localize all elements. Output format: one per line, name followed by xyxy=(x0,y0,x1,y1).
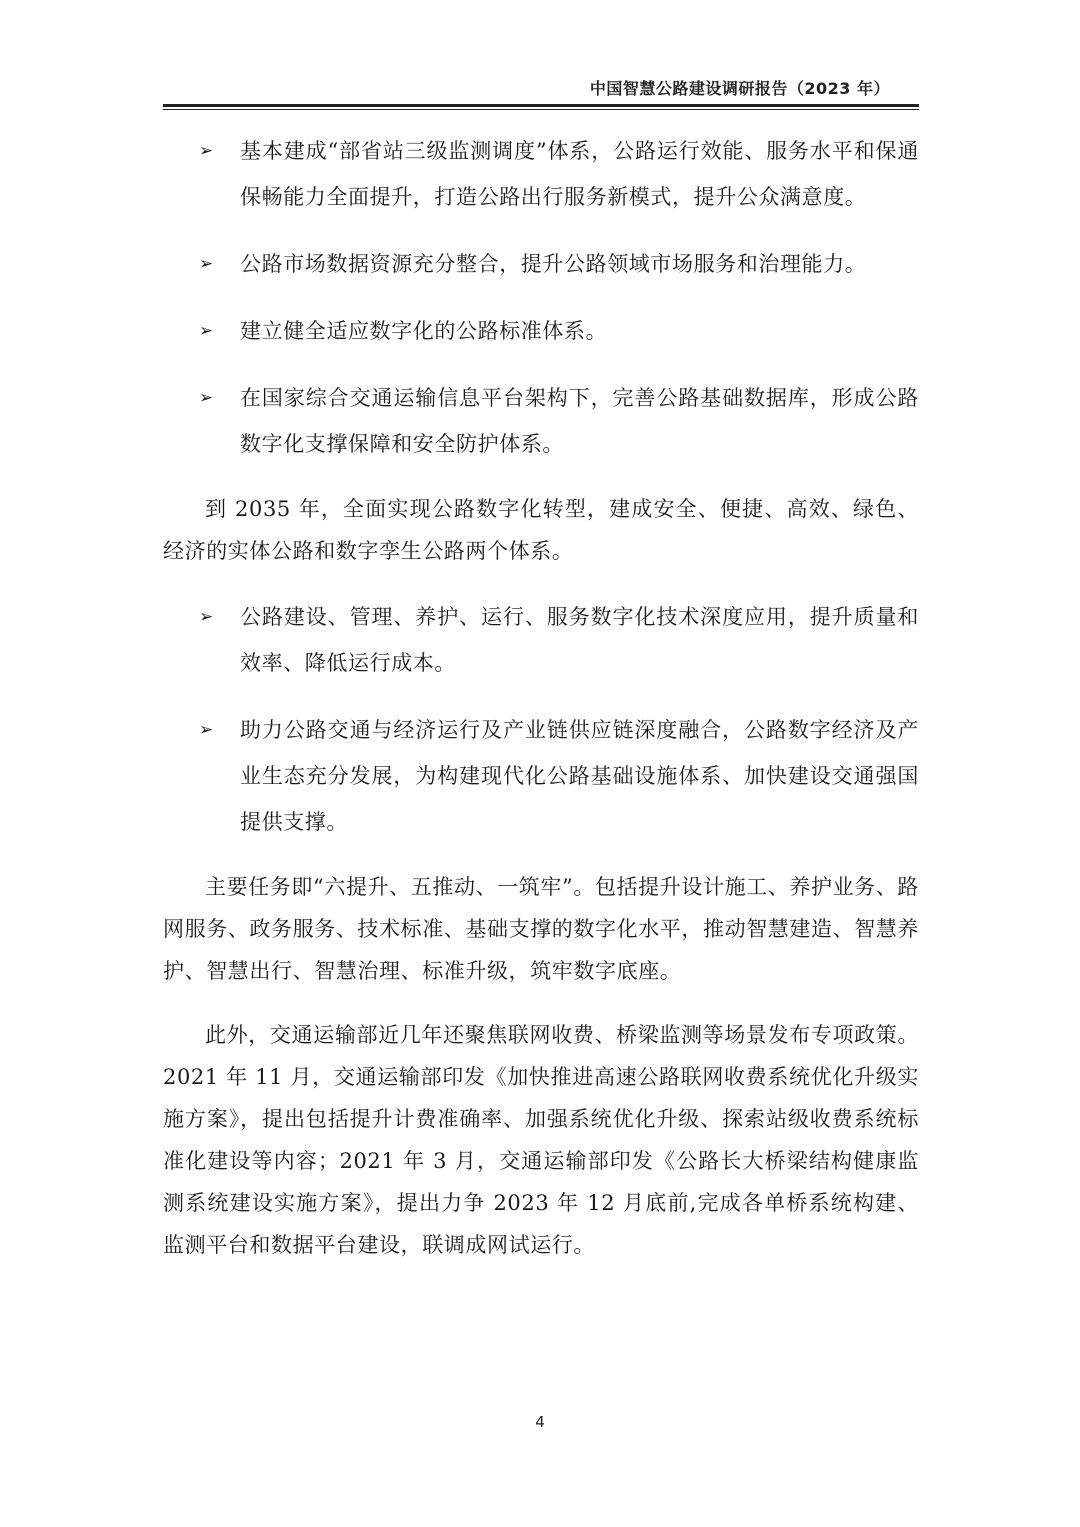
page-number: 4 xyxy=(535,1413,545,1431)
header-rule xyxy=(163,104,919,107)
bullet-item xyxy=(163,241,919,287)
bullet-text: 公路市场数据资源充分整合，提升公路领域市场服务和治理能力。 xyxy=(240,252,867,276)
arrowhead-bullet-icon: ➢ xyxy=(199,254,214,274)
arrowhead-bullet-icon: ➢ xyxy=(199,321,214,341)
arrowhead-bullet-icon: ➢ xyxy=(199,720,214,740)
bullet-text: 基本建成“部省站三级监测调度”体系，公路运行效能、服务水平和保通保畅能力全面提升，打造公路出行服务新模式，提升公众满意度。 xyxy=(240,139,919,209)
arrowhead-bullet-icon: ➢ xyxy=(199,607,214,627)
paragraph-special-policies: 此外，交通运输部近几年还聚焦联网收费、桥梁监测等场景发布专项政策。2021 年 11 月，交通运输部印发《加快推进高速公路联网收费系统优化升级实施方案》，提出包括提升计费准确率、加强系统优化升级、探索站级收费系统标准化建设等内容；2021 年 3 月，交通运输部印发《公路长大桥梁结构健康监测系统建设实施方案》，提出力争 2023 年 12 月底前,完成各单桥系统构建、监测平台和数据平台建设，联调成网试运行。 xyxy=(163,1023,919,1257)
paragraph-main-tasks: 主要任务即“六提升、五推动、一筑牢”。包括提升设计施工、养护业务、路网服务、政务服务、技术标准、基础支撑的数字化水平，推动智慧建造、智慧养护、智慧出行、智慧治理、标准升级，筑牢数字底座。 xyxy=(163,875,919,983)
paragraph-2035-goal: 到 2035 年，全面实现公路数字化转型，建成安全、便捷、高效、绿色、经济的实体公路和数字孪生公路两个体系。 xyxy=(163,497,919,563)
arrowhead-bullet-icon: ➢ xyxy=(199,388,214,408)
bullet-item xyxy=(163,375,919,467)
bullet-item xyxy=(163,308,919,354)
bullet-item xyxy=(163,707,919,845)
arrowhead-bullet-icon: ➢ xyxy=(199,141,214,161)
bullet-text: 助力公路交通与经济运行及产业链供应链深度融合，公路数字经济及产业生态充分发展，为构建现代化公路基础设施体系、加快建设交通强国提供支撑。 xyxy=(240,718,919,834)
bullet-text: 建立健全适应数字化的公路标准体系。 xyxy=(240,319,608,343)
header-rule-thin xyxy=(163,109,919,110)
running-header-title: 中国智慧公路建设调研报告（2023 年） xyxy=(589,79,890,98)
bullet-item xyxy=(163,594,919,686)
bullet-text: 在国家综合交通运输信息平台架构下，完善公路基础数据库，形成公路数字化支撑保障和安全防护体系。 xyxy=(240,386,919,456)
page-content xyxy=(163,128,919,1288)
bullet-text: 公路建设、管理、养护、运行、服务数字化技术深度应用，提升质量和效率、降低运行成本。 xyxy=(240,605,919,675)
bullet-item xyxy=(163,128,919,220)
